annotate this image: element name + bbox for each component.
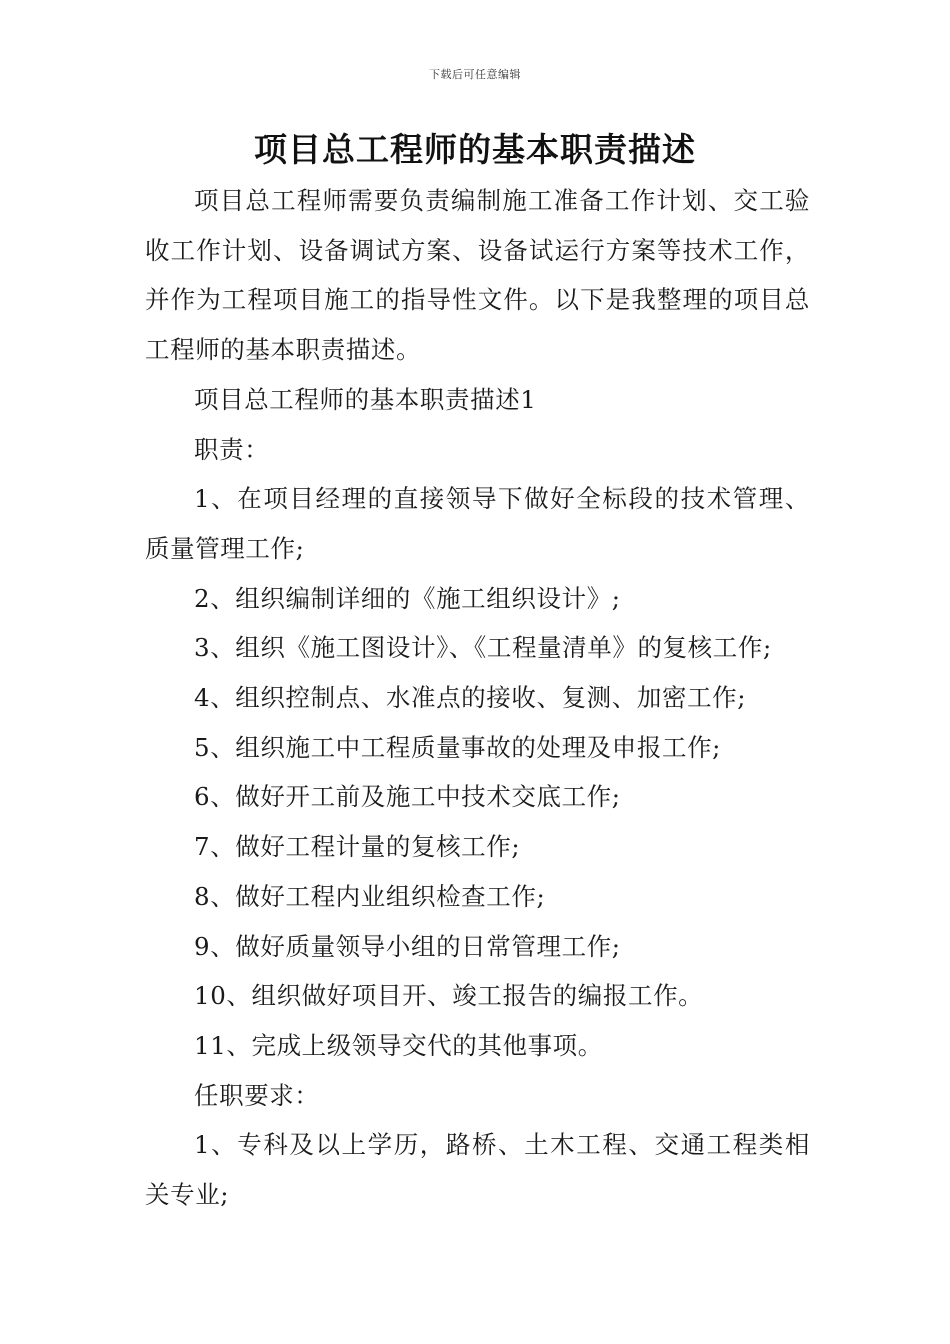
header-note: 下载后可任意编辑 [429, 68, 521, 81]
duties-label: 职责： [194, 434, 270, 464]
duty-item: 6、做好开工前及施工中技术交底工作; [194, 782, 621, 812]
requirement-item: 1、专科及以上学历，路桥、土木工程、交通工程类相关专业; [145, 1130, 810, 1210]
intro-paragraph: 项目总工程师需要负责编制施工准备工作计划、交工验收工作计划、设备调试方案、设备试运行方案等技术工作，并作为工程项目施工的指导性文件。以下是我整理的项目总工程师的基本职责描述。 [145, 186, 810, 365]
duty-item: 9、做好质量领导小组的日常管理工作; [194, 931, 621, 961]
duty-item: 7、做好工程计量的复核工作; [194, 832, 521, 862]
duty-item: 5、组织施工中工程质量事故的处理及申报工作; [194, 732, 722, 762]
section-heading: 项目总工程师的基本职责描述1 [194, 384, 537, 414]
duty-item: 11、完成上级领导交代的其他事项。 [194, 1030, 603, 1060]
document-body [145, 176, 810, 1220]
duty-item: 8、做好工程内业组织检查工作; [194, 881, 546, 911]
duty-item: 1、在项目经理的直接领导下做好全标段的技术管理、质量管理工作; [145, 484, 810, 563]
duty-item: 2、组织编制详细的《施工组织设计》; [194, 583, 621, 613]
duty-item: 10、组织做好项目开、竣工报告的编报工作。 [194, 981, 704, 1011]
duty-item: 3、组织《施工图设计》、《工程量清单》的复核工作; [194, 633, 772, 663]
document-title: 项目总工程师的基本职责描述 [254, 130, 696, 169]
duty-item: 4、组织控制点、水准点的接收、复测、加密工作; [194, 683, 747, 713]
requirements-label: 任职要求： [194, 1080, 320, 1110]
